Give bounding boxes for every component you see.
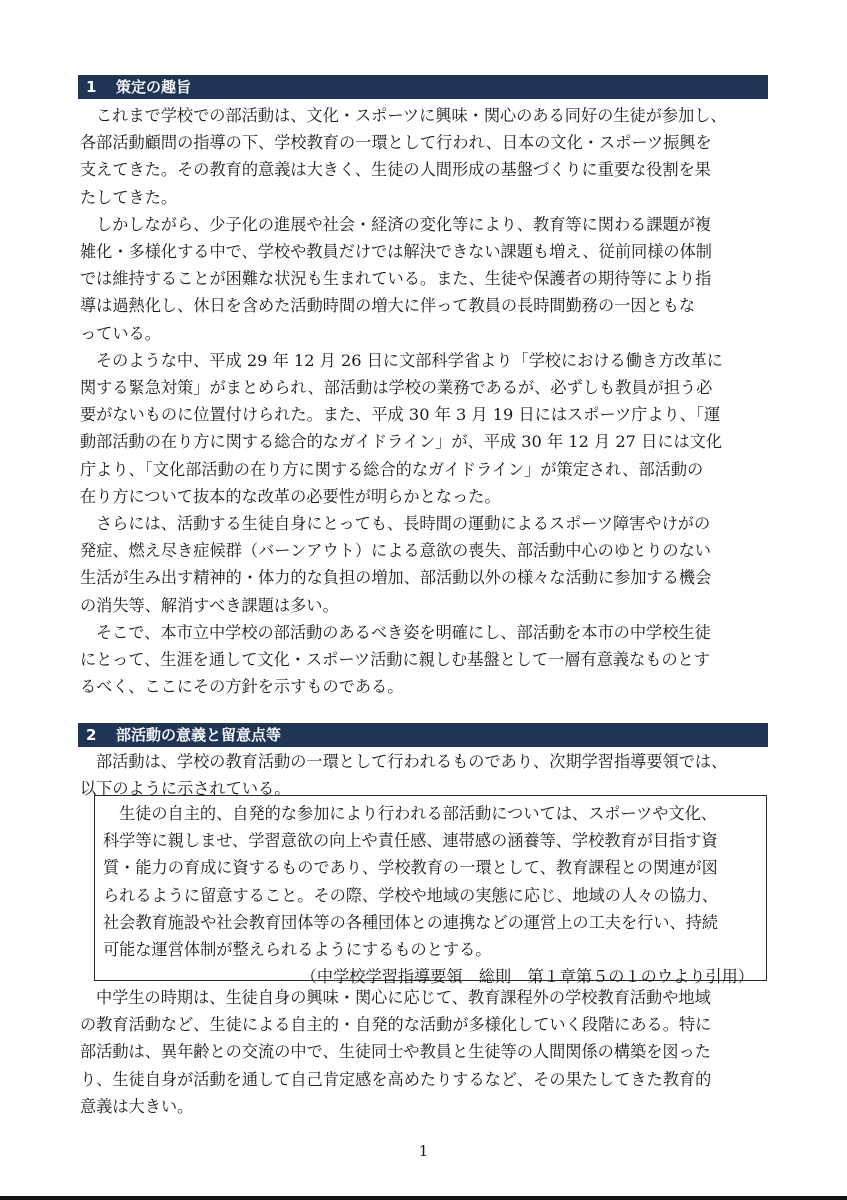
text-line: 在り方について抜本的な改革の必要性が明らかとなった。 (80, 486, 501, 506)
text-line: るべく、ここにその方針を示すものである。 (80, 677, 404, 697)
text-line: さらには、活動する生徒自身にとっても、長時間の運動によるスポーツ障害やけがの (96, 514, 711, 534)
quote-line: 科学等に親しませ、学習意欲の向上や責任感、連帯感の涵養等、学校教育が目指す資 (103, 831, 718, 851)
text-line: 動部活動の在り方に関する総合的なガイドライン」が、平成 30 年 12 月 27 日には文化 (80, 432, 723, 452)
paragraph (80, 347, 770, 510)
section-1-header (78, 75, 768, 99)
text-line: たしてきた。 (80, 187, 178, 207)
section-1-body (80, 102, 770, 700)
quote-line: 可能な運営体制が整えられるようにするものとする。 (103, 940, 492, 960)
text-line: 中学生の時期は、生徒自身の興味・関心に応じて、教育課程外の学校教育活動や地域 (96, 988, 711, 1007)
quotation-box (94, 795, 767, 987)
footer-rule (0, 1196, 847, 1200)
text-line: しかしながら、少子化の進展や社会・経済の変化等により、教育等に関わる課題が複 (96, 214, 712, 234)
text-line: にとって、生涯を通して文化・スポーツ活動に親しむ基盤として一層有意義なものとす (80, 650, 711, 670)
text-line: 庁より、「文化部活動の在り方に関する総合的なガイドライン」が策定され、部活動の (80, 459, 704, 479)
text-line: 支えてきた。その教育的意義は大きく、生徒の人間形成の基盤づくりに重要な役割を果 (80, 160, 711, 180)
quote-line: 質・能力の育成に資するものであり、学校教育の一環として、教育課程との関連が図 (103, 858, 718, 878)
text-line: 以下のように示されている。 (80, 779, 291, 799)
text-line: の消失等、解消すべき課題は多い。 (80, 595, 339, 615)
text-line: では維持することが困難な状況も生まれている。また、生徒や保護者の期待等により指 (80, 269, 712, 289)
paragraph (80, 984, 770, 1120)
text-line: これまで学校での部活動は、文化・スポーツに興味・関心のある同好の生徒が参加し、 (96, 106, 727, 125)
text-line: そのような中、平成 29 年 12 月 26 日に文部科学省より「学校における働き方改革に (96, 350, 723, 370)
text-line: 部活動は、学校の教育活動の一環として行われるものであり、次期学習指導要領では、 (96, 752, 728, 771)
text-line: 意義は大きい。 (80, 1096, 194, 1116)
quote-line: 社会教育施設や社会教育団体等の各種団体との連携などの運営上の工夫を行い、持続 (103, 912, 719, 932)
paragraph (80, 510, 770, 619)
section-number: 1 (86, 78, 97, 96)
quote-line: られるように留意すること。その際、学校や地域の実態に応じ、地域の人々の協力、 (103, 885, 719, 905)
quote-citation: （中学校学習指導要領 総則 第１章第５の１のウより引用） (300, 967, 754, 987)
text-line: そこで、本市立中学校の部活動のあるべき姿を明確にし、部活動を本市の中学校生徒 (96, 622, 711, 642)
text-line: 導は過熱化し、休日を含めた活動時間の増大に伴って教員の長時間勤務の一因ともな (80, 296, 696, 316)
quote-line: 生徒の自主的、自発的な参加により行われる部活動については、スポーツや文化、 (119, 804, 717, 823)
text-line: 部活動は、異年齢との交流の中で、生徒同士や教員と生徒等の人間関係の構築を図った (80, 1042, 711, 1062)
paragraph (80, 102, 770, 211)
paragraph (80, 211, 770, 347)
page-number: 1 (418, 1142, 429, 1160)
text-line: っている。 (80, 323, 161, 343)
section-2-closing (80, 984, 770, 1120)
text-line: 関する緊急対策」がまとめられ、部活動は学校の業務であるが、必ずしも教員が担う必 (80, 378, 713, 398)
section-number: 2 (86, 726, 97, 744)
text-line: 要がないものに位置付けられた。また、平成 30 年 3 月 19 日にはスポーツ庁より、「運 (80, 405, 721, 425)
text-line: 各部活動顧問の指導の下、学校教育の一環として行われ、日本の文化・スポーツ振興を (80, 133, 712, 153)
text-line: 雑化・多様化する中で、学校や教員だけでは解決できない課題も増え、従前同様の体制 (80, 242, 712, 262)
section-2-header (78, 723, 768, 747)
section-title: 部活動の意義と留意点等 (116, 726, 282, 744)
text-line: 生活が生み出す精神的・体力的な負担の増加、部活動以外の様々な活動に参加する機会 (80, 568, 712, 588)
text-line: の教育活動など、生徒による自主的・自発的な活動が多様化していく段階にある。特に (80, 1015, 712, 1035)
text-line: 発症、燃え尽き症候群（バーンアウト）による意欲の喪失、部活動中心のゆとりのない (80, 541, 711, 561)
section-title: 策定の趣旨 (116, 78, 192, 96)
text-line: り、生徒自身が活動を通して自己肯定感を高めたりするなど、その果たしてきた教育的 (80, 1069, 712, 1089)
paragraph (80, 619, 770, 701)
